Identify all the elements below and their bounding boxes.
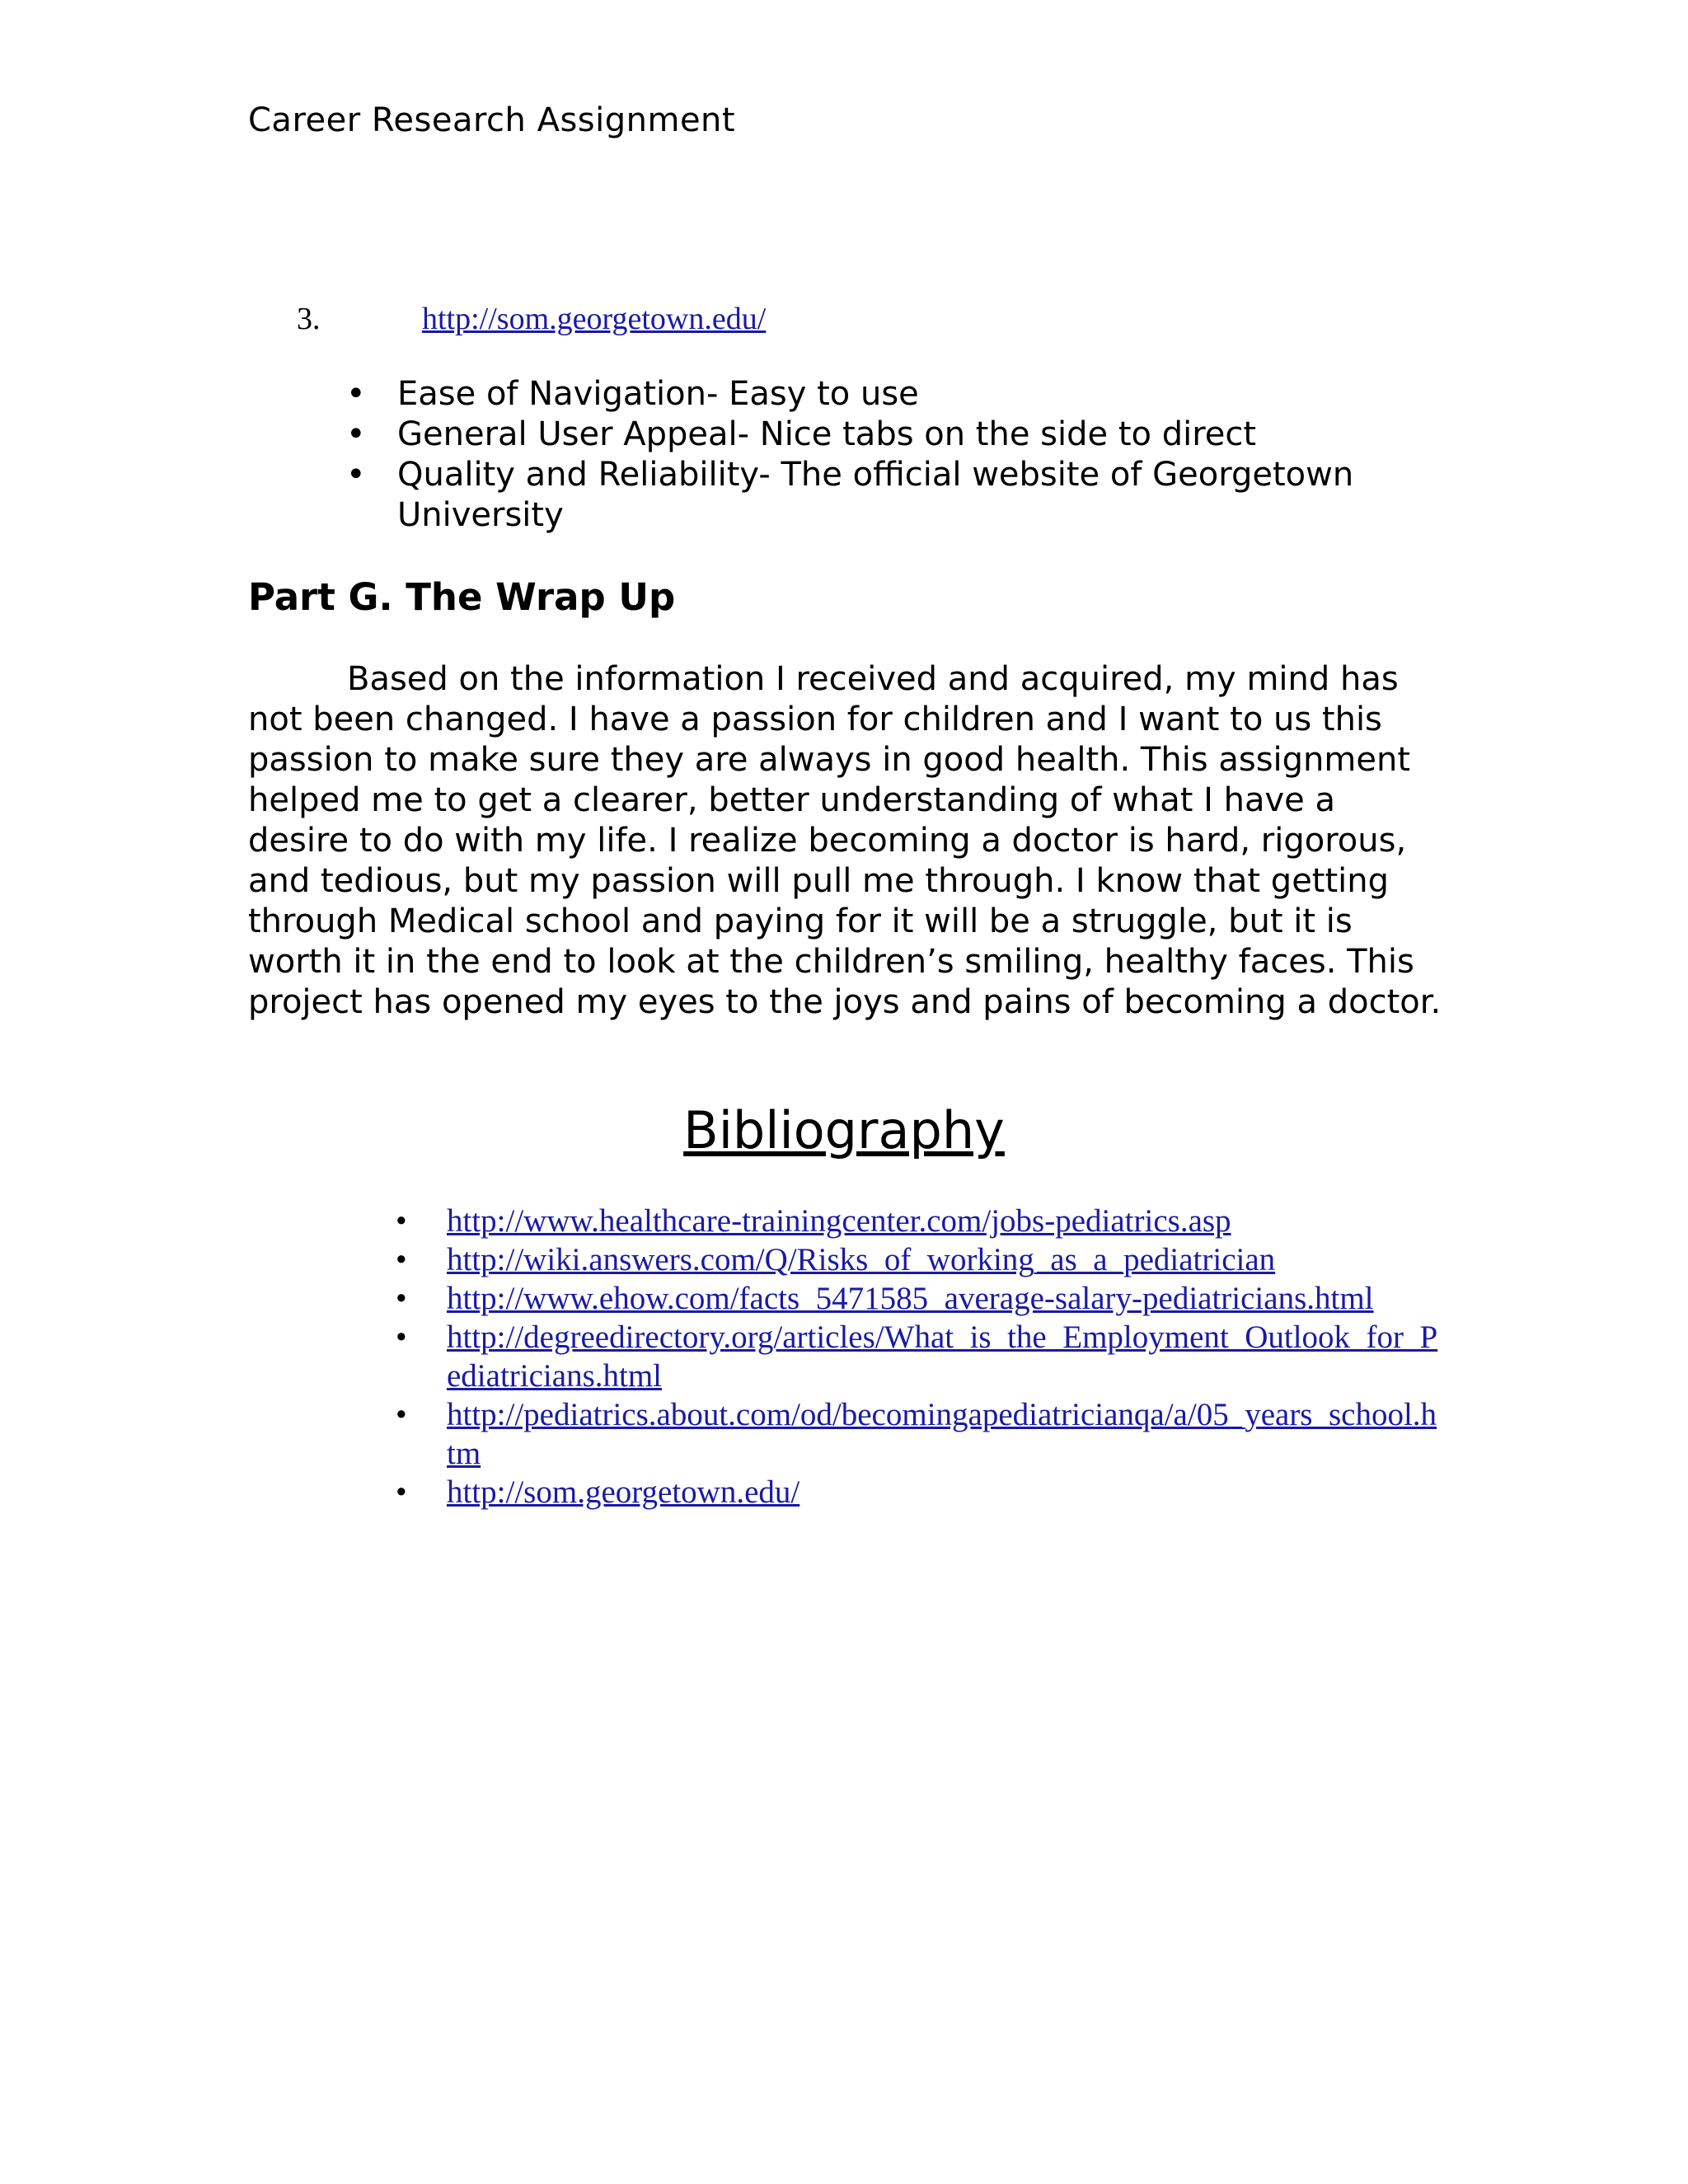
criteria-item-reliability: • Quality and Reliability- The official website of Georgetown University bbox=[346, 455, 1409, 536]
section-heading: Part G. The Wrap Up bbox=[248, 575, 676, 619]
bibliography-title: Bibliography bbox=[683, 1100, 1005, 1160]
bibliography-item bbox=[396, 1240, 1442, 1279]
bibliography-link[interactable]: http://som.georgetown.edu/ bbox=[447, 1474, 800, 1510]
bibliography-item bbox=[396, 1395, 1442, 1473]
wrap-up-paragraph: Based on the information I received and acquired, my mind has not been changed. I have a passion for children and I want to us this passion to make sure they are always in good health. This assignment helped me to get a clearer, better understanding of what I have a desire to do with my life. I realize becoming a doctor is hard, rigorous, and tedious, but my passion will pull me through. I know that getting through Medical school and paying for it will be a struggle, but it is worth it in the end to look at the children’s smiling, healthy faces. This project has opened my eyes to the joys and pains of becoming a doctor. bbox=[248, 660, 1442, 1021]
bibliography-link[interactable]: http://www.ehow.com/facts_5471585_average-salary-pediatricians.html bbox=[447, 1281, 1374, 1316]
bibliography-link[interactable]: http://wiki.answers.com/Q/Risks_of_working_as_a_pediatrician bbox=[447, 1242, 1276, 1277]
list-number: 3. bbox=[297, 302, 321, 336]
evaluation-criteria-list bbox=[346, 374, 1409, 536]
page-header: Career Research Assignment bbox=[248, 101, 736, 139]
bibliography-link[interactable]: http://degreedirectory.org/articles/What_is_the_Employment_Outlook_for_Pediatricians.html bbox=[447, 1319, 1438, 1394]
bibliography-link[interactable]: http://www.healthcare-trainingcenter.com/jobs-pediatrics.asp bbox=[447, 1203, 1231, 1239]
bibliography-item bbox=[396, 1473, 1442, 1511]
criteria-item-appeal: • General User Appeal- Nice tabs on the side to direct bbox=[346, 415, 1409, 455]
criteria-item-navigation: • Ease of Navigation- Easy to use bbox=[346, 374, 1409, 415]
bibliography-link[interactable]: http://pediatrics.about.com/od/becomingapediatricianqa/a/05_years_school.htm bbox=[447, 1397, 1437, 1471]
bibliography-item bbox=[396, 1318, 1442, 1395]
bibliography-item bbox=[396, 1202, 1442, 1240]
bibliography-list bbox=[396, 1202, 1442, 1511]
bibliography-item bbox=[396, 1279, 1442, 1318]
source-link[interactable]: http://som.georgetown.edu/ bbox=[422, 302, 767, 336]
numbered-source-item bbox=[297, 298, 766, 340]
